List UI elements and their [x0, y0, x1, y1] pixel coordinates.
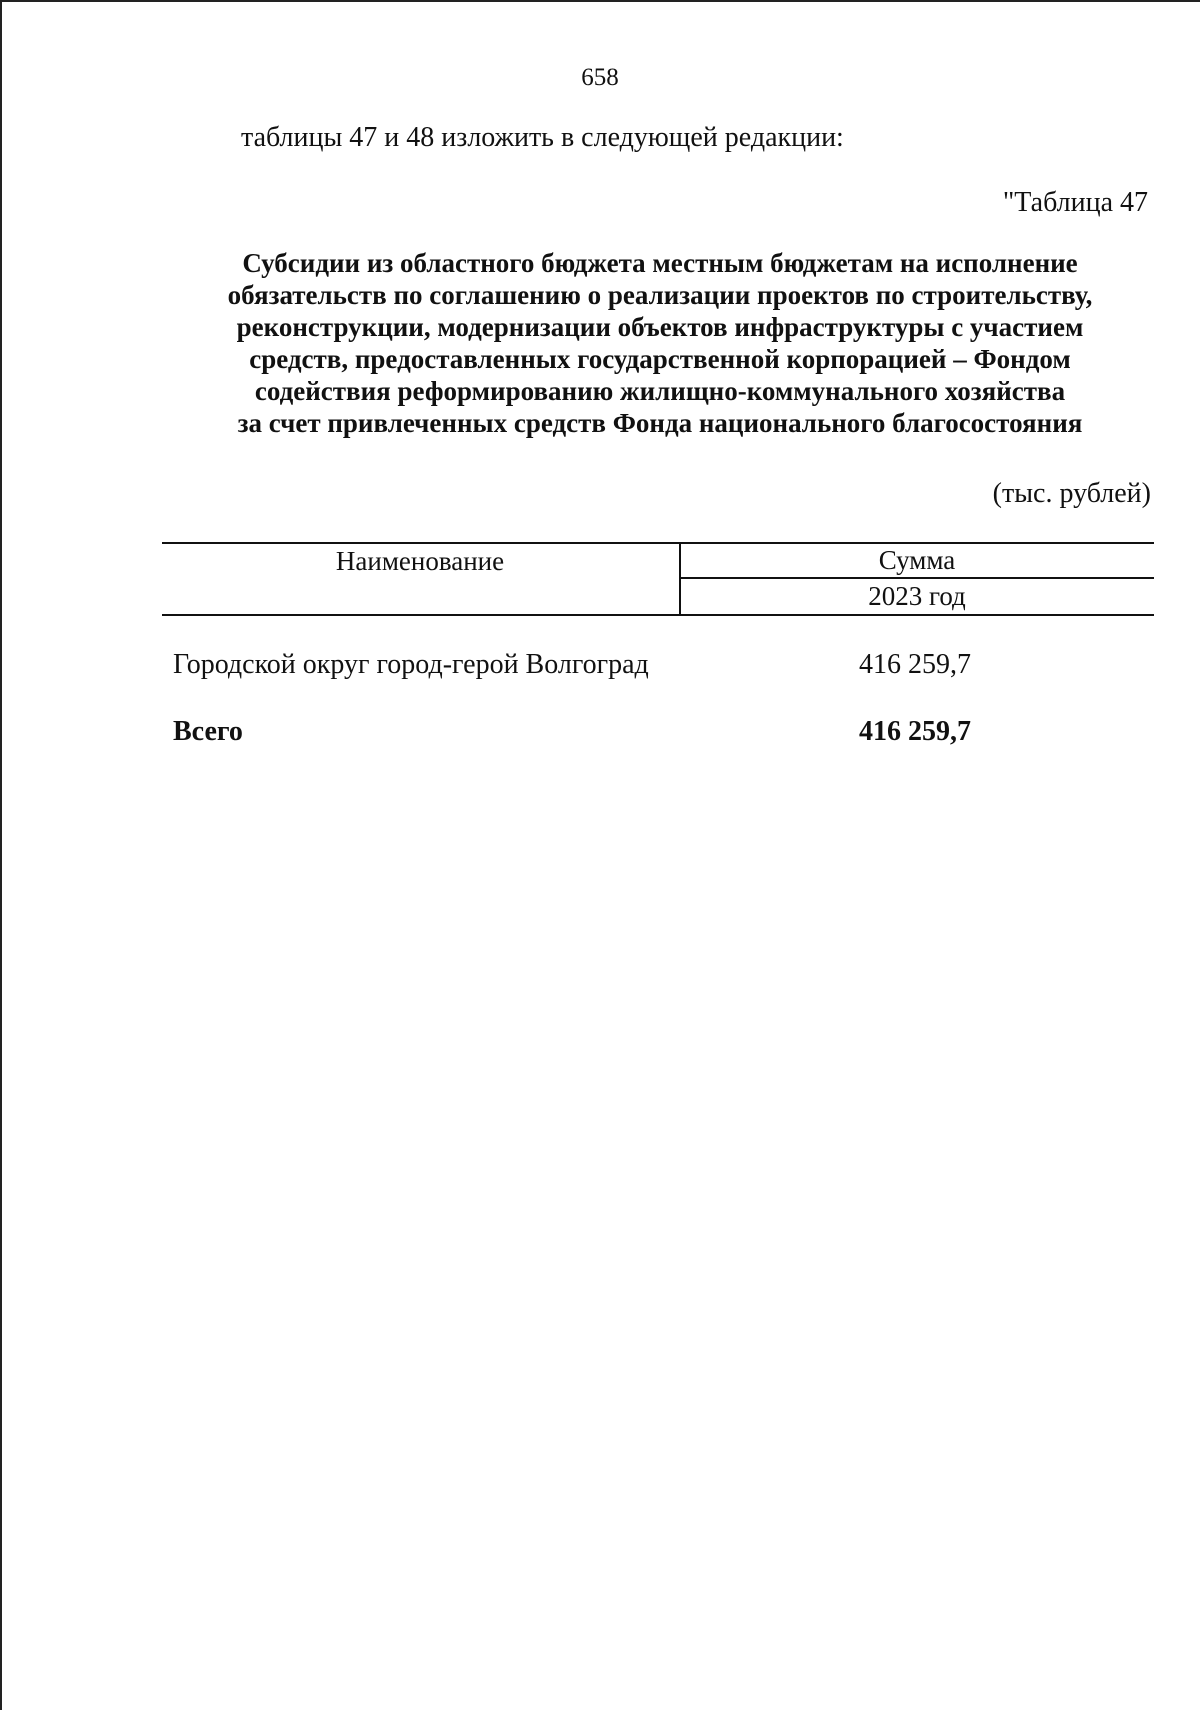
total-row-name: Всего [173, 716, 243, 747]
units-label: (тыс. рублей) [992, 478, 1151, 509]
total-row-value: 416 259,7 [859, 716, 971, 747]
title-line: средств, предоставленных государственной корпорацией – Фондом [249, 344, 1071, 374]
title-line: обязательств по соглашению о реализации проектов по строительству, [227, 280, 1093, 310]
intro-text: таблицы 47 и 48 изложить в следующей редакции: [241, 122, 844, 153]
title-line: Субсидии из областного бюджета местным бюджетам на исполнение [242, 248, 1078, 278]
table-row-name: Городской округ город-герой Волгоград [173, 649, 649, 680]
column-header-name: Наименование [335, 546, 505, 576]
header-bottom-rule [162, 614, 1154, 616]
header-mid-rule [679, 577, 1154, 579]
table-row-value: 416 259,7 [859, 649, 971, 680]
page-number: 658 [581, 64, 619, 91]
title-line: содействия реформированию жилищно-коммунального хозяйства [254, 376, 1066, 406]
page-top-edge [0, 0, 1200, 2]
table-reference: "Таблица 47 [1002, 187, 1148, 218]
column-header-year: 2023 год [868, 581, 966, 611]
title-line: реконструкции, модернизации объектов инфраструктуры с участием [236, 312, 1084, 342]
column-header-sum: Сумма [878, 545, 956, 575]
document-title [160, 247, 1160, 439]
page-left-edge [0, 0, 2, 1710]
title-line: за счет привлеченных средств Фонда национального благосостояния [237, 408, 1083, 438]
table-top-rule [162, 542, 1154, 544]
